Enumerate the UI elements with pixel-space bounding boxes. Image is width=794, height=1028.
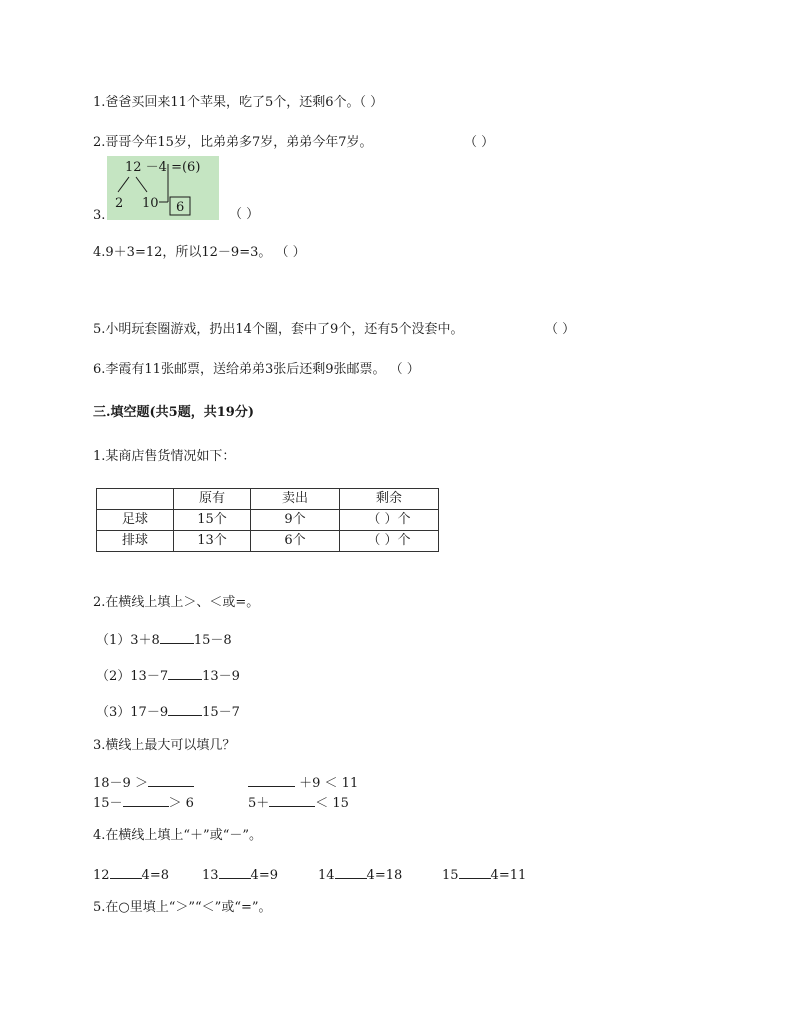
max-fill-item: [248, 792, 349, 813]
compare-left: （3）17－9: [96, 705, 169, 720]
answer-blank[interactable]: [148, 772, 194, 787]
answer-blank[interactable]: [269, 792, 315, 807]
compare-right: 15－8: [193, 633, 232, 648]
figure-right-part: 10: [142, 196, 159, 211]
expr-text: ＞ 6: [168, 796, 194, 811]
table-cell: 13个: [174, 531, 251, 552]
judge-q6: 6.李霞有11张邮票，送给弟弟3张后还剩9张邮票。 （ ）: [93, 362, 420, 377]
max-fill-item: [93, 772, 194, 793]
expr-text: 18－9 ＞: [93, 776, 148, 791]
answer-blank[interactable]: [168, 665, 202, 680]
answer-blank[interactable]: [110, 864, 142, 879]
answer-blank[interactable]: [168, 701, 202, 716]
max-fill-item: [248, 772, 358, 793]
fill-q2-prompt: 2.在横线上填上＞、＜或=。: [93, 595, 260, 610]
table-header-cell: 原有: [174, 489, 251, 510]
table-header-cell: 卖出: [251, 489, 340, 510]
expr-text: 5＋: [248, 796, 270, 811]
answer-blank[interactable]: [160, 629, 194, 644]
judge-q5: 5.小明玩套圈游戏，扔出14个圈，套中了9个，还有5个没套中。: [93, 322, 464, 337]
figure-expression: 12 －4 =(6): [125, 160, 201, 175]
judge-q4: 4.9＋3=12，所以12－9=3。 （ ）: [93, 245, 306, 260]
sign-left: 13: [202, 868, 219, 883]
decomposition-svg: [107, 156, 219, 220]
fill-q5-prompt: 5.在○里填上“＞”“＜”或“=”。: [93, 900, 272, 915]
figure-boxed-value: 6: [176, 200, 185, 215]
split-line-right: [136, 177, 147, 192]
expr-text: 15－: [93, 796, 123, 811]
judge-q2-paren: （ ）: [464, 135, 495, 150]
table-cell: 9个: [251, 510, 340, 531]
sign-left: 12: [93, 868, 110, 883]
answer-blank[interactable]: [335, 864, 367, 879]
sign-right: 4=11: [490, 868, 527, 883]
compare-right: 13－9: [202, 669, 240, 684]
sales-table: [96, 488, 439, 552]
answer-blank[interactable]: [219, 864, 251, 879]
table-header-cell: [97, 489, 174, 510]
fill-q1-prompt: 1.某商店售货情况如下：: [93, 449, 236, 464]
table-cell: 15个: [174, 510, 251, 531]
table-cell-answer[interactable]: （ ）个: [340, 531, 439, 552]
compare-item: [96, 629, 232, 650]
table-cell: 排球: [97, 531, 174, 552]
compare-item: [96, 665, 240, 686]
split-line-left: [118, 177, 129, 192]
table-cell: 6个: [251, 531, 340, 552]
table-row: [97, 531, 439, 552]
table-header-cell: 剩余: [340, 489, 439, 510]
sign-item: [442, 864, 526, 885]
answer-blank[interactable]: [123, 792, 169, 807]
table-cell-answer[interactable]: （ ）个: [340, 510, 439, 531]
expr-text: ＜ 15: [315, 796, 349, 811]
decomposition-figure: [107, 156, 219, 220]
expr-text: ＋9 ＜ 11: [295, 776, 359, 791]
sign-item: [93, 864, 169, 885]
judge-q5-paren: （ ）: [545, 322, 576, 337]
judge-q2: 2.哥哥今年15岁，比弟弟多7岁，弟弟今年7岁。: [93, 135, 373, 150]
figure-left-part: 2: [115, 196, 124, 211]
sign-left: 15: [442, 868, 459, 883]
sign-right: 4=8: [141, 868, 169, 883]
sign-right: 4=18: [366, 868, 403, 883]
compare-left: （2）13－7: [96, 669, 169, 684]
table-row: [97, 510, 439, 531]
compare-right: 15－7: [202, 705, 240, 720]
sign-right: 4=9: [250, 868, 278, 883]
section-heading: 三.填空题(共5题，共19分): [93, 405, 254, 420]
compare-left: （1）3＋8: [96, 633, 160, 648]
fill-q3-prompt: 3.横线上最大可以填几？: [93, 738, 236, 753]
sign-item: [202, 864, 278, 885]
fill-q4-prompt: 4.在横线上填上“＋”或“－”。: [93, 828, 262, 843]
table-cell: 足球: [97, 510, 174, 531]
max-fill-item: [93, 792, 194, 813]
judge-q3-paren: （ ）: [229, 207, 260, 222]
judge-q3-label: 3.: [93, 208, 106, 223]
judge-q1: 1.爸爸买回来11个苹果，吃了5个，还剩6个。（ ）: [93, 95, 384, 110]
answer-blank[interactable]: [459, 864, 491, 879]
sign-left: 14: [318, 868, 335, 883]
table-header-row: [97, 489, 439, 510]
answer-blank[interactable]: [248, 772, 295, 787]
sign-item: [318, 864, 402, 885]
compare-item: [96, 701, 240, 722]
